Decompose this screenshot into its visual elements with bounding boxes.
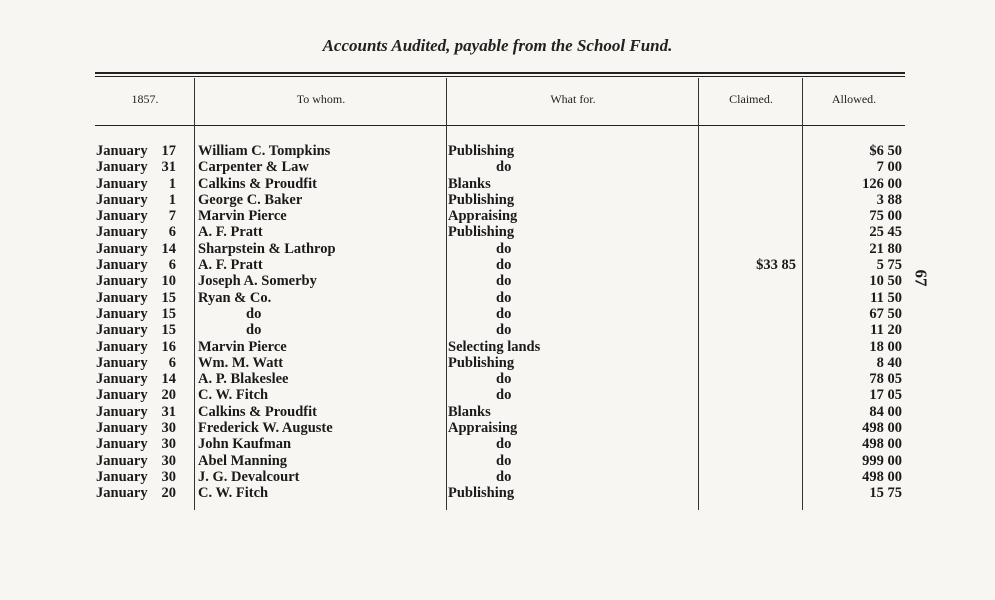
day-cell: 14 (161, 371, 176, 388)
table-row (0, 371, 995, 387)
what-for-cell: do (496, 159, 512, 176)
to-whom-cell: Sharpstein & Lathrop (198, 240, 336, 257)
allowed-cell: 5 75 (876, 257, 902, 274)
what-for-cell: do (496, 240, 512, 257)
what-for-cell: do (496, 468, 512, 485)
allowed-cell: 498 00 (862, 420, 902, 437)
day-cell: 20 (161, 387, 176, 404)
table-row (0, 420, 995, 436)
what-for-cell: do (496, 371, 512, 388)
allowed-cell: 498 00 (862, 436, 902, 453)
month-cell: January (96, 175, 148, 192)
what-for-cell: do (496, 289, 512, 306)
month-cell: January (96, 305, 148, 322)
header-what-for: What for. (550, 92, 596, 106)
month-cell: January (96, 485, 148, 502)
month-cell: January (96, 403, 148, 420)
to-whom-cell: Abel Manning (198, 452, 288, 469)
to-whom-cell: Marvin Pierce (198, 208, 287, 225)
allowed-cell: 3 88 (876, 191, 902, 208)
to-whom-cell: do (246, 322, 262, 339)
day-cell: 15 (161, 322, 176, 339)
table-row (0, 339, 995, 355)
month-cell: January (96, 468, 148, 485)
allowed-cell: 17 05 (869, 387, 902, 404)
what-for-cell: Publishing (448, 191, 515, 208)
header-year: 1857. (131, 92, 159, 106)
page-number: 67 (911, 269, 931, 287)
table-row (0, 257, 995, 273)
to-whom-cell: J. G. Devalcourt (198, 468, 300, 485)
what-for-cell: Selecting lands (448, 338, 541, 355)
day-cell: 16 (161, 338, 176, 355)
to-whom-cell: William C. Tompkins (198, 143, 331, 159)
to-whom-cell: Wm. M. Watt (198, 354, 284, 371)
month-cell: January (96, 257, 148, 274)
month-cell: January (96, 224, 148, 241)
month-cell: January (96, 240, 148, 257)
day-cell: 6 (168, 354, 176, 371)
header-to-whom: To whom. (296, 92, 346, 106)
allowed-cell: $6 50 (869, 143, 902, 159)
day-cell: 30 (161, 452, 176, 469)
to-whom-cell: Carpenter & Law (198, 159, 309, 176)
day-cell: 15 (161, 305, 176, 322)
what-for-cell: Publishing (448, 143, 515, 159)
header-rule (95, 125, 905, 126)
to-whom-cell: John Kaufman (198, 436, 292, 453)
month-cell: January (96, 371, 148, 388)
table-row (0, 485, 995, 501)
day-cell: 6 (168, 257, 176, 274)
table-row (0, 224, 995, 240)
table-row (0, 306, 995, 322)
day-cell: 1 (168, 175, 176, 192)
table-row (0, 355, 995, 371)
to-whom-cell: Marvin Pierce (198, 338, 287, 355)
what-for-cell: do (496, 322, 512, 339)
to-whom-cell: George C. Baker (198, 191, 303, 208)
table-row (0, 290, 995, 306)
table-row (0, 322, 995, 338)
top-rule (95, 72, 905, 74)
accounts-table-body (0, 143, 995, 502)
to-whom-cell: A. F. Pratt (198, 224, 263, 241)
month-cell: January (96, 452, 148, 469)
allowed-cell: 10 50 (869, 273, 902, 290)
month-cell: January (96, 387, 148, 404)
month-cell: January (96, 208, 148, 225)
table-row (0, 273, 995, 289)
month-cell: January (96, 159, 148, 176)
day-cell: 31 (161, 159, 176, 176)
to-whom-cell: Joseph A. Somerby (198, 273, 317, 290)
to-whom-cell: A. F. Pratt (198, 257, 263, 274)
allowed-cell: 11 20 (870, 322, 902, 339)
allowed-cell: 999 00 (862, 452, 902, 469)
month-cell: January (96, 322, 148, 339)
day-cell: 30 (161, 420, 176, 437)
allowed-cell: 126 00 (862, 175, 902, 192)
what-for-cell: Appraising (448, 420, 518, 437)
allowed-cell: 8 40 (876, 354, 902, 371)
what-for-cell: Publishing (448, 224, 515, 241)
to-whom-cell: C. W. Fitch (198, 387, 269, 404)
day-cell: 20 (161, 485, 176, 502)
what-for-cell: do (496, 452, 512, 469)
table-row (0, 241, 995, 257)
month-cell: January (96, 354, 148, 371)
allowed-cell: 11 50 (870, 289, 902, 306)
day-cell: 10 (161, 273, 176, 290)
allowed-cell: 498 00 (862, 468, 902, 485)
month-cell: January (96, 436, 148, 453)
what-for-cell: Publishing (448, 354, 515, 371)
table-row (0, 143, 995, 159)
table-row (0, 176, 995, 192)
day-cell: 6 (168, 224, 176, 241)
month-cell: January (96, 338, 148, 355)
claimed-cell: $33 85 (756, 257, 796, 274)
month-cell: January (96, 143, 148, 159)
what-for-cell: Publishing (448, 485, 515, 502)
to-whom-cell: Calkins & Proudfit (198, 403, 317, 420)
day-cell: 30 (161, 468, 176, 485)
month-cell: January (96, 273, 148, 290)
table-row (0, 159, 995, 175)
table-row (0, 436, 995, 452)
what-for-cell: Blanks (448, 403, 491, 420)
what-for-cell: Appraising (448, 208, 518, 225)
allowed-cell: 7 00 (876, 159, 902, 176)
day-cell: 1 (168, 191, 176, 208)
month-cell: January (96, 420, 148, 437)
table-row (0, 387, 995, 403)
day-cell: 7 (168, 208, 176, 225)
allowed-cell: 67 50 (869, 305, 902, 322)
day-cell: 14 (161, 240, 176, 257)
allowed-cell: 84 00 (869, 403, 902, 420)
month-cell: January (96, 289, 148, 306)
allowed-cell: 25 45 (869, 224, 902, 241)
table-row (0, 208, 995, 224)
allowed-cell: 75 00 (869, 208, 902, 225)
what-for-cell: do (496, 273, 512, 290)
allowed-cell: 78 05 (869, 371, 902, 388)
what-for-cell: do (496, 257, 512, 274)
to-whom-cell: C. W. Fitch (198, 485, 269, 502)
day-cell: 31 (161, 403, 176, 420)
top-rule-thin (95, 76, 905, 77)
to-whom-cell: Frederick W. Auguste (198, 420, 333, 437)
what-for-cell: Blanks (448, 175, 491, 192)
day-cell: 30 (161, 436, 176, 453)
to-whom-cell: A. P. Blakeslee (198, 371, 289, 388)
allowed-cell: 18 00 (869, 338, 902, 355)
allowed-cell: 15 75 (869, 485, 902, 502)
month-cell: January (96, 191, 148, 208)
to-whom-cell: do (246, 305, 262, 322)
to-whom-cell: Ryan & Co. (198, 289, 272, 306)
day-cell: 17 (161, 143, 176, 159)
table-row (0, 453, 995, 469)
what-for-cell: do (496, 436, 512, 453)
what-for-cell: do (496, 387, 512, 404)
header-claimed: Claimed. (729, 92, 773, 106)
table-row (0, 469, 995, 485)
table-row (0, 404, 995, 420)
page-title: Accounts Audited, payable from the School Fund. (322, 36, 673, 55)
day-cell: 15 (161, 289, 176, 306)
header-allowed: Allowed. (831, 92, 877, 106)
allowed-cell: 21 80 (869, 240, 902, 257)
table-row (0, 192, 995, 208)
to-whom-cell: Calkins & Proudfit (198, 175, 317, 192)
what-for-cell: do (496, 305, 512, 322)
